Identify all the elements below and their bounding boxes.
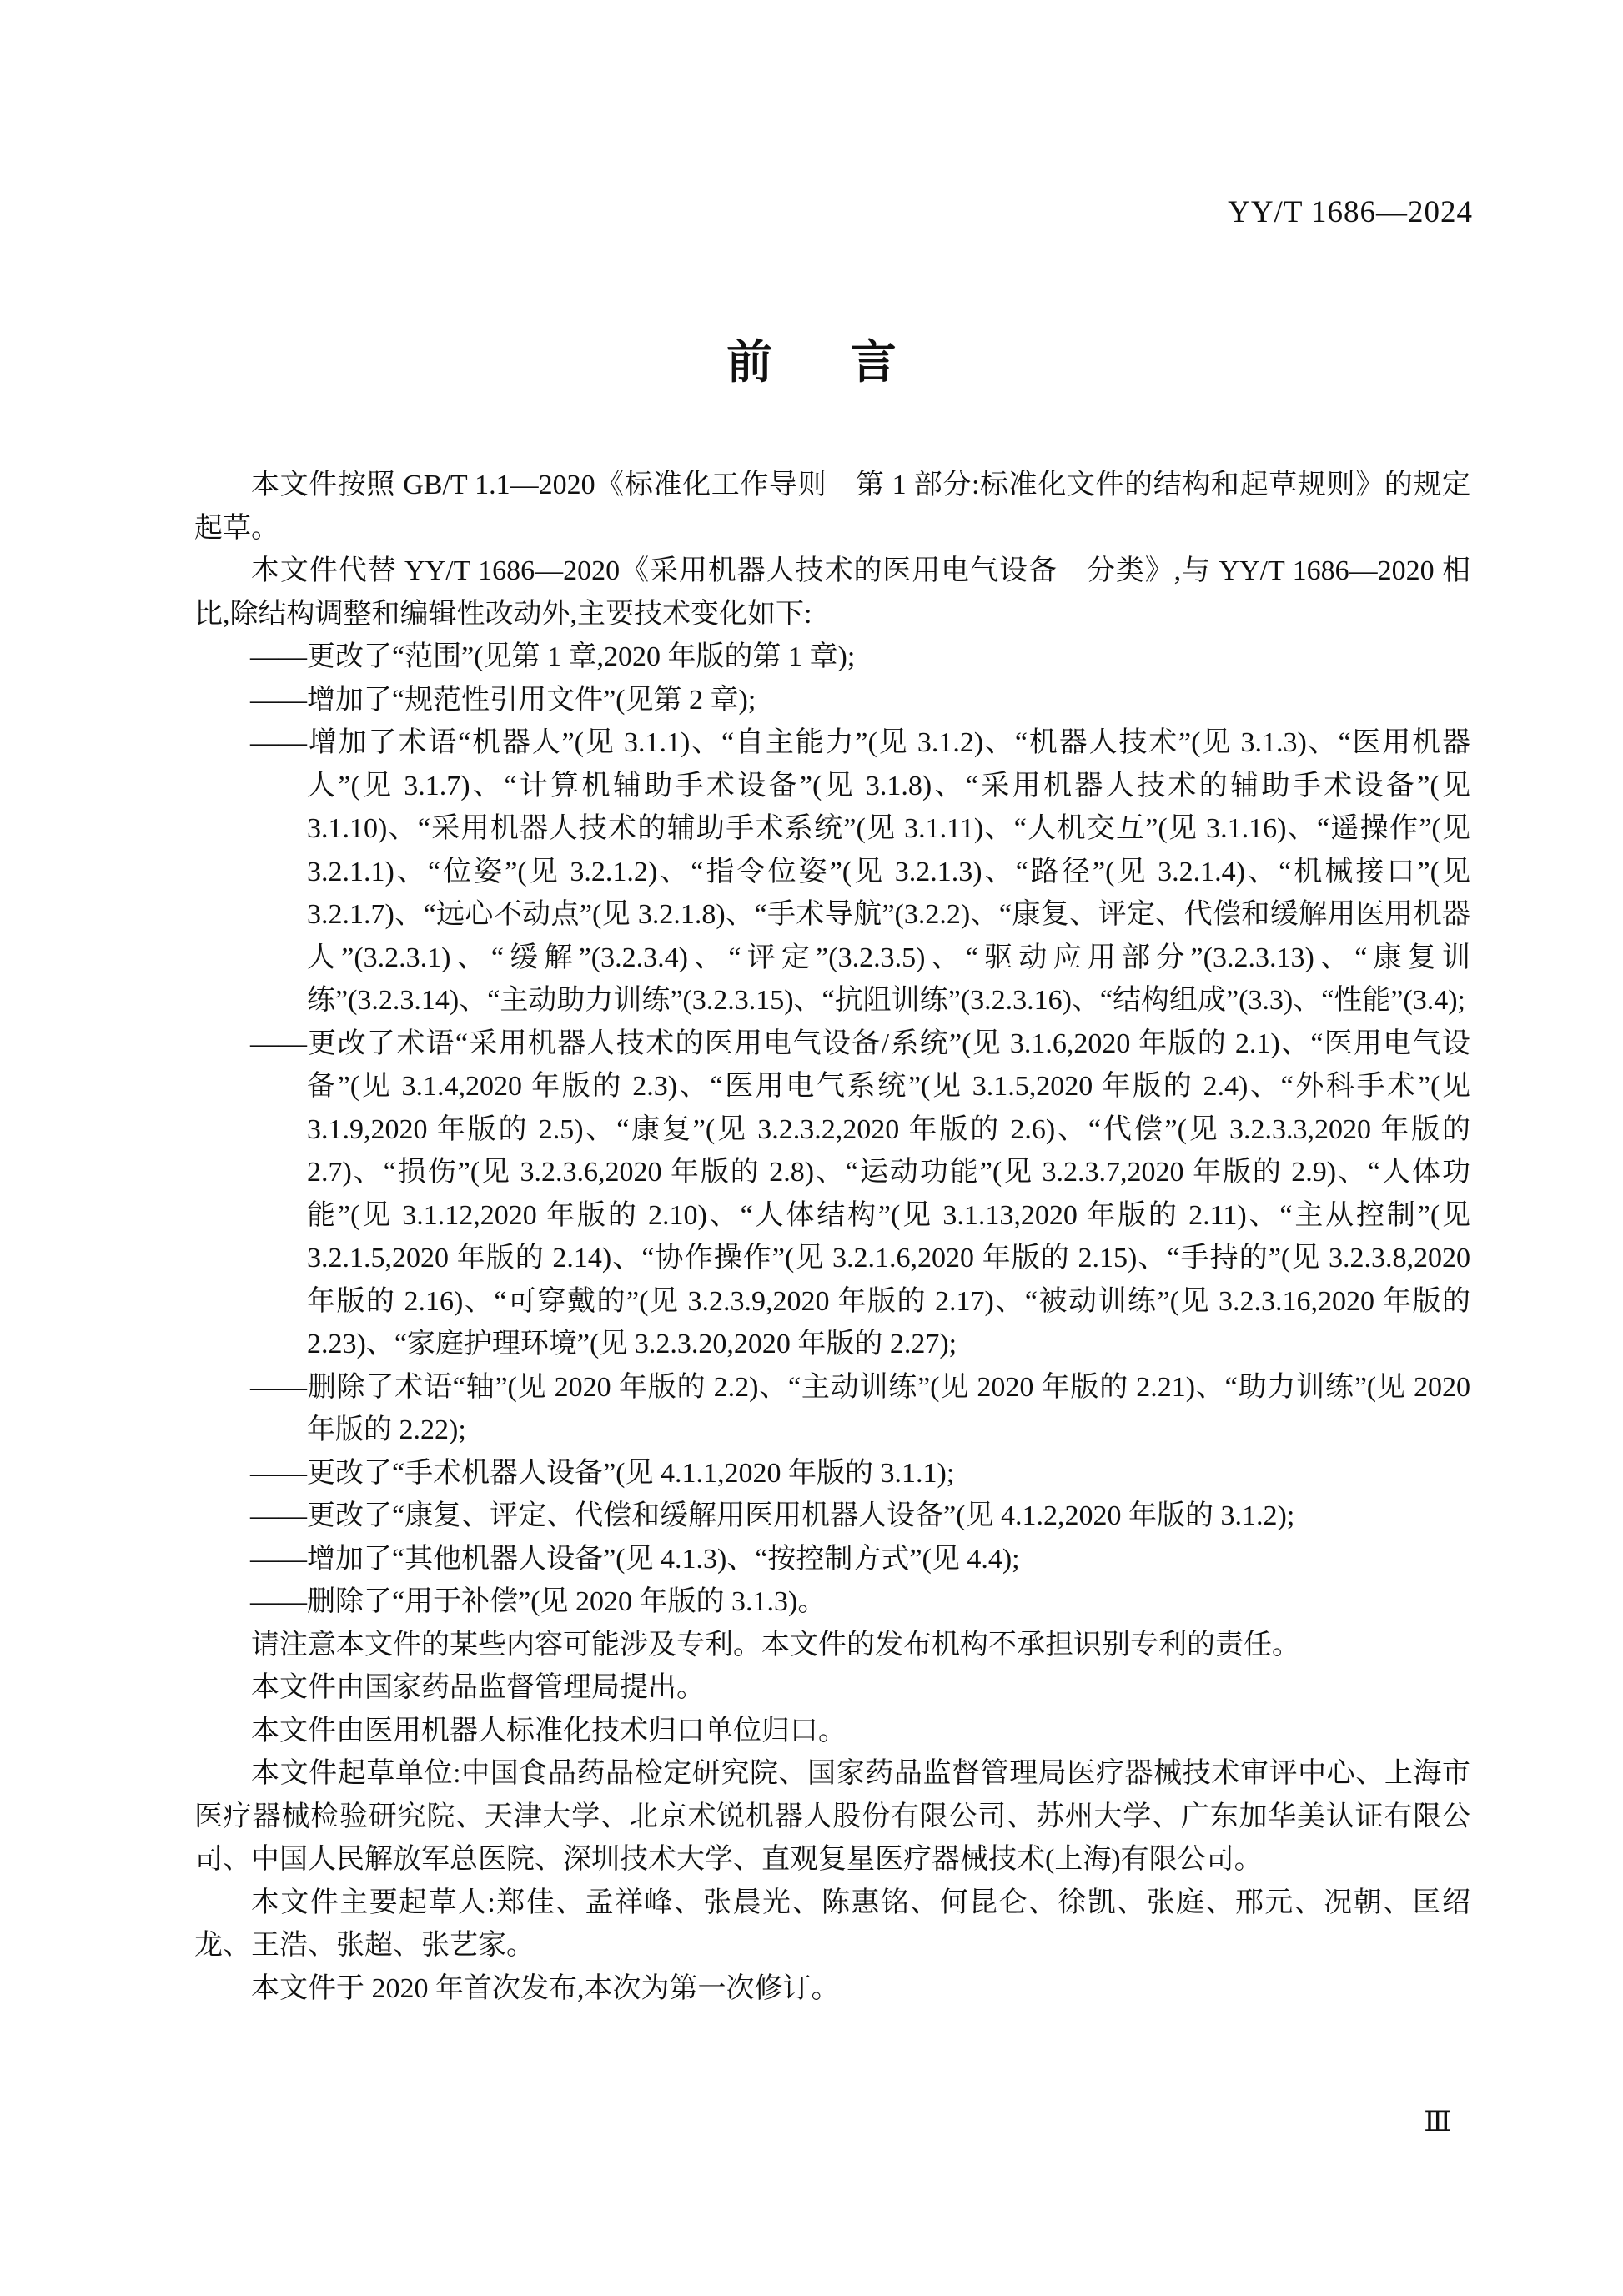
change-item: ——增加了“其他机器人设备”(见 4.1.3)、“按控制方式”(见 4.4); [250,1543,1020,1575]
change-item: ——增加了“规范性引用文件”(见第 2 章); [250,684,756,716]
change-item: ——删除了术语“轴”(见 2020 年版的 2.2)、“主动训练”(见 2020 年版的 2.21)、“助力训练”(见 2020 年版的 2.22); [250,1371,1470,1445]
closing-paragraph: 本文件于 2020 年首次发布,本次为第一次修订。 [251,1972,840,2004]
foreword-body [194,464,1470,2010]
change-item: ——删除了“用于补偿”(见 2020 年版的 3.1.3)。 [250,1586,827,1617]
closing-paragraph: 本文件起草单位:中国食品药品检定研究院、国家药品监督管理局医疗器械技术审评中心、上海市医疗器械检验研究院、天津大学、北京术锐机器人股份有限公司、苏州大学、广东加华美认证有限公司、中国人民解放军总医院、深圳技术大学、直观复星医疗器械技术(上海)有限公司。 [194,1758,1470,1875]
closing-paragraph: 请注意本文件的某些内容可能涉及专利。本文件的发布机构不承担识别专利的责任。 [251,1629,1300,1660]
standard-number: YY/T 1686—2024 [1228,195,1473,229]
change-item: ——更改了“手术机器人设备”(见 4.1.1,2020 年版的 3.1.1); [250,1457,955,1489]
intro-paragraph: 本文件按照 GB/T 1.1—2020《标准化工作导则 第 1 部分:标准化文件的结构和起草规则》的规定起草。 [194,470,1470,544]
page-title-text: 前言 [726,336,975,388]
change-item: ——更改了“范围”(见第 1 章,2020 年版的第 1 章); [250,641,856,672]
change-item: ——增加了术语“机器人”(见 3.1.1)、“自主能力”(见 3.1.2)、“机器人技术”(见 3.1.3)、“医用机器人”(见 3.1.7)、“计算机辅助手术设备”(见 3.1.8)、“采用机器人技术的辅助手术设备”(见 3.1.10)、“采用机器人技术的辅助手术系统”(见 3.1.11)、“人机交互”(见 3.1.16)、“遥操作”(见 3.2.1.1)、“位姿”(见 3.2.1.2)、“指令位姿”(见 3.2.1.3)、“路径”(见 3.2.1.4)、“机械接口”(见 3.2.1.7)、“远心不动点”(见 3.2.1.8)、“手术导航”(3.2.2)、“康复、评定、代偿和缓解用医用机器人”(3.2.3.1)、“缓解”(3.2.3.4)、“评定”(3.2.3.5)、“驱动应用部分”(3.2.3.13)、“康复训练”(3.2.3.14)、“主动助力训练”(3.2.3.15)、“抗阻训练”(3.2.3.16)、“结构组成”(3.3)、“性能”(3.4); [250,727,1470,1016]
closing-paragraph: 本文件由医用机器人标准化技术归口单位归口。 [251,1715,847,1746]
intro-paragraph: 本文件代替 YY/T 1686—2020《采用机器人技术的医用电气设备 分类》,与 YY/T 1686—2020 相比,除结构调整和编辑性改动外,主要技术变化如下: [194,555,1470,630]
closing-paragraph: 本文件主要起草人:郑佳、孟祥峰、张晨光、陈惠铭、何昆仑、徐凯、张庭、邢元、况朝、匡绍龙、王浩、张超、张艺家。 [194,1887,1470,1961]
page-number: Ⅲ [1424,2107,1451,2138]
closing-paragraph: 本文件由国家药品监督管理局提出。 [251,1672,705,1703]
change-item: ——更改了术语“采用机器人技术的医用电气设备/系统”(见 3.1.6,2020 年版的 2.1)、“医用电气设备”(见 3.1.4,2020 年版的 2.3)、“医用电气系统”(见 3.1.5,2020 年版的 2.4)、“外科手术”(见 3.1.9,2020 年版的 2.5)、“康复”(见 3.2.3.2,2020 年版的 2.6)、“代偿”(见 3.2.3.3,2020 年版的 2.7)、“损伤”(见 3.2.3.6,2020 年版的 2.8)、“运动功能”(见 3.2.3.7,2020 年版的 2.9)、“人体功能”(见 3.1.12,2020 年版的 2.10)、“人体结构”(见 3.1.13,2020 年版的 2.11)、“主从控制”(见 3.2.1.5,2020 年版的 2.14)、“协作操作”(见 3.2.1.6,2020 年版的 2.15)、“手持的”(见 3.2.3.8,2020 年版的 2.16)、“可穿戴的”(见 3.2.3.9,2020 年版的 2.17)、“被动训练”(见 3.2.3.16,2020 年版的 2.23)、“家庭护理环境”(见 3.2.3.20,2020 年版的 2.27); [250,1027,1470,1359]
page-title [0,325,1623,391]
change-item: ——更改了“康复、评定、代偿和缓解用医用机器人设备”(见 4.1.2,2020 年版的 3.1.2); [250,1500,1295,1531]
